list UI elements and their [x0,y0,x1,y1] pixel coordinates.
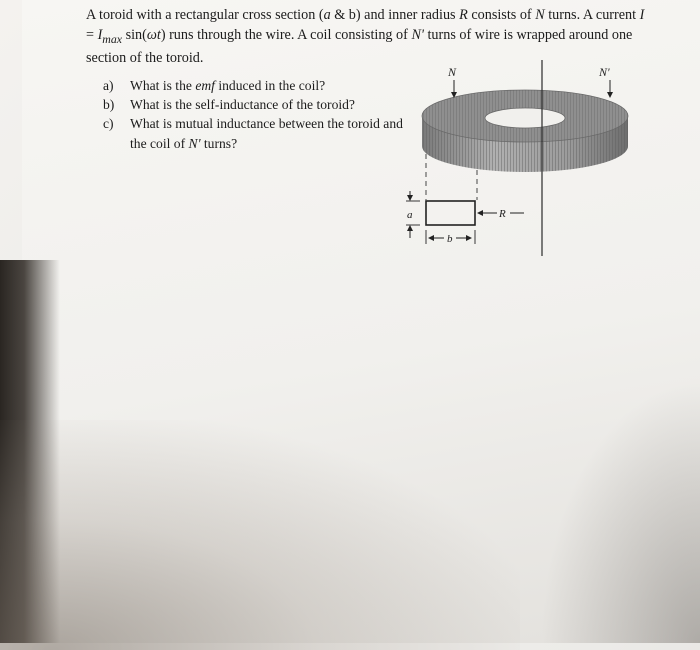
shadow-bottom [0,420,520,650]
label-nprime: N' [599,65,610,79]
question-c: c) What is mutual inductance between the toroid and the coil of N' turns? [103,116,403,151]
label-r: R [499,208,506,220]
toroid-hole [485,108,565,128]
shadow-right [540,380,700,643]
label-n: N [448,65,457,79]
label-b: b [447,233,453,245]
toroid-diagram [398,58,648,258]
question-list [103,76,403,153]
problem-statement: A toroid with a rectangular cross section (a & b) and inner radius R consists of N turns. A current $I = I_{max}$ sin(ωt) runs through the wire. A coil consisting of N' turns of wire is wrapped around one section of the toroid. [86,7,645,66]
question-a: a) What is the emf induced in the coil? [103,78,326,93]
label-a: a [407,209,413,221]
question-b: b) What is the self-inductance of the toroid? [103,97,355,113]
cross-section [426,201,475,225]
